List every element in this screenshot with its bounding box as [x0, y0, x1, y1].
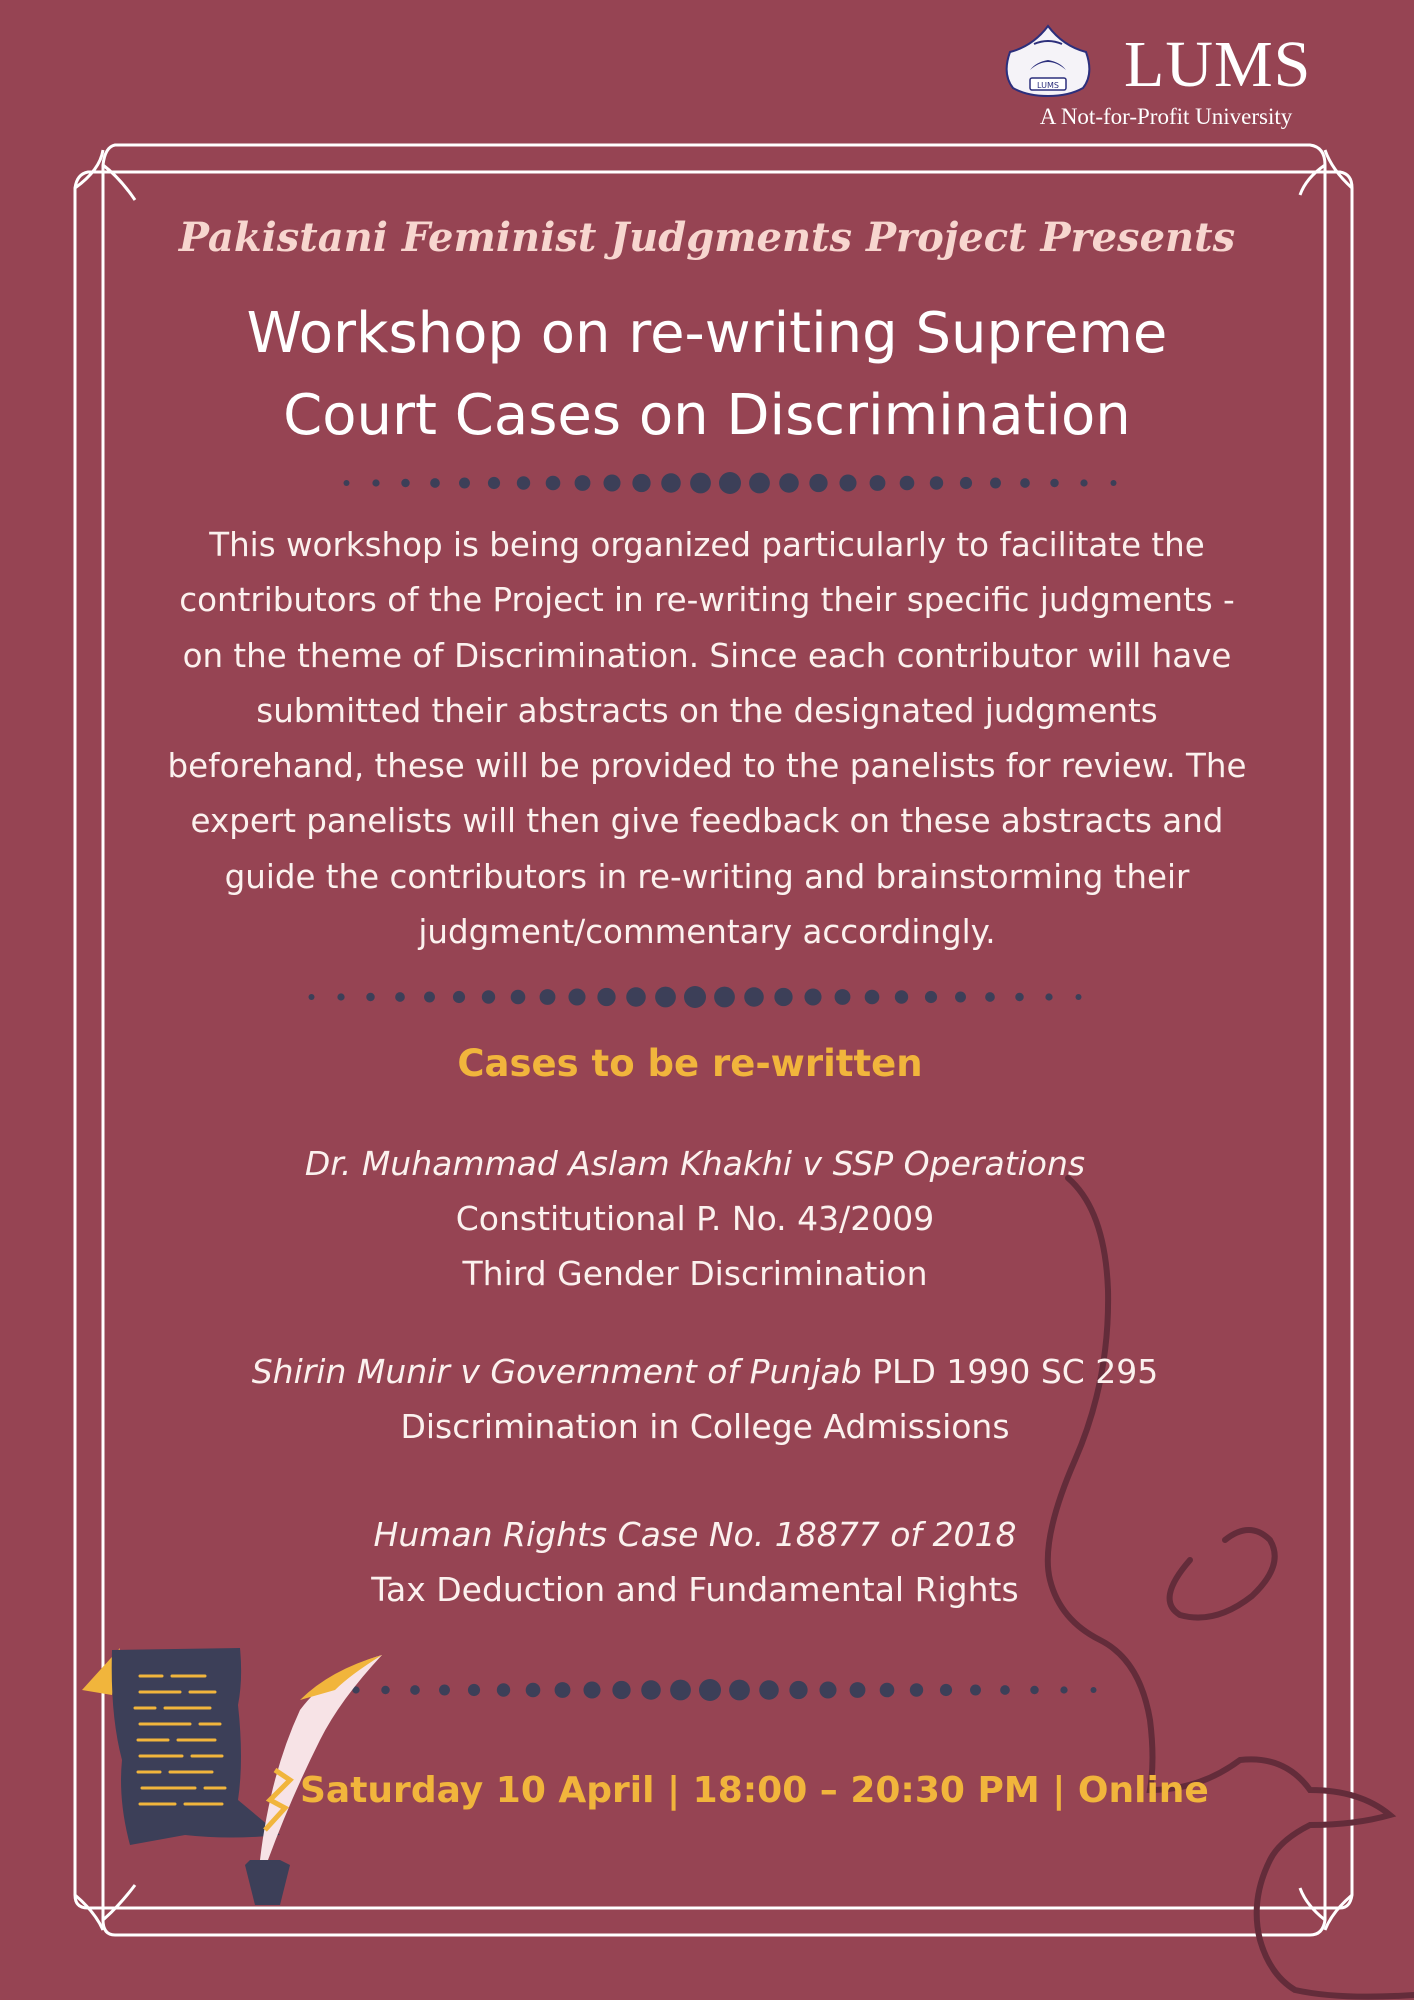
divider-dot: [670, 1680, 691, 1701]
divider-dot: [526, 1683, 541, 1698]
description-line: guide the contributors in re-writing and brainstorming their: [224, 857, 1190, 896]
divider-dot: [1060, 1686, 1067, 1693]
divider-dot: [925, 991, 937, 1003]
case-title: Shirin Munir v Government of Punjab: [251, 1352, 862, 1391]
divider-dot: [511, 990, 526, 1005]
divider-dot: [960, 477, 972, 489]
divider-dot: [1045, 993, 1052, 1000]
divider-dot: [729, 1680, 750, 1701]
dotted-divider: [344, 472, 1117, 494]
divider-dot: [568, 988, 585, 1005]
divider-dot: [344, 480, 350, 486]
divider-dot: [1076, 994, 1082, 1000]
divider-dot: [684, 986, 706, 1008]
divider-dot: [366, 993, 374, 1001]
dotted-divider: [309, 986, 1082, 1008]
divider-dot: [880, 1683, 895, 1698]
divider-dot: [309, 994, 315, 1000]
case-topic: Discrimination in College Admissions: [400, 1407, 1010, 1446]
divider-dot: [540, 989, 556, 1005]
case-item-2: [10, 1344, 1400, 1454]
divider-dot: [401, 479, 409, 487]
divider-dot: [690, 473, 711, 494]
divider-dot: [372, 479, 379, 486]
divider-dot: [930, 476, 943, 489]
workshop-description: [110, 518, 1304, 960]
divider-dot: [990, 478, 1001, 489]
description-line: contributors of the Project in re-writing their specific judgments -: [179, 581, 1235, 620]
dotted-divider: [324, 1679, 1097, 1701]
divider-dot: [583, 1681, 600, 1698]
case-topic: Tax Deduction and Fundamental Rights: [371, 1570, 1019, 1609]
divider-dot: [789, 1681, 807, 1699]
divider-dot: [779, 473, 799, 493]
divider-dot: [809, 474, 827, 492]
divider-dot: [497, 1683, 510, 1696]
divider-dot: [804, 988, 821, 1005]
divider-dot: [714, 987, 735, 1008]
divider-dot: [546, 476, 561, 491]
divider-dot: [850, 1682, 866, 1698]
divider-dot: [1020, 478, 1030, 488]
divider-dot: [1091, 1687, 1097, 1693]
case-title: Human Rights Case No. 18877 of 2018: [373, 1515, 1017, 1554]
divider-dot: [744, 987, 764, 1007]
description-line: on the theme of Discrimination. Since each contributor will have: [182, 636, 1232, 675]
shield-label: LUMS: [1037, 81, 1059, 90]
divider-dot: [661, 473, 681, 493]
workshop-title: [157, 293, 1257, 457]
case-citation: PLD 1990 SC 295: [872, 1352, 1159, 1391]
divider-dot: [453, 991, 465, 1003]
divider-dot: [603, 474, 620, 491]
divider-dot: [424, 992, 435, 1003]
divider-dot: [555, 1682, 571, 1698]
divider-dot: [699, 1679, 721, 1701]
divider-dot: [835, 989, 851, 1005]
divider-dot: [612, 1681, 630, 1699]
project-presents-line: Pakistani Feminist Judgments Project Presents: [178, 214, 1236, 261]
divider-dot: [865, 990, 880, 1005]
logo-tagline: A Not-for-Profit University: [1039, 104, 1293, 129]
divider-dot: [749, 473, 770, 494]
divider-dot: [1050, 479, 1058, 487]
divider-dot: [410, 1685, 420, 1695]
divider-dot: [774, 988, 792, 1006]
description-line: expert panelists will then give feedback on these abstracts and: [190, 802, 1224, 841]
divider-dot: [970, 1685, 981, 1696]
divider-dot: [482, 990, 495, 1003]
divider-dot: [940, 1684, 952, 1696]
divider-dot: [575, 475, 591, 491]
case-title: Dr. Muhammad Aslam Khakhi v SSP Operations: [304, 1144, 1086, 1183]
case-item-3: [0, 1507, 1390, 1617]
divider-dot: [955, 992, 966, 1003]
divider-dot: [597, 988, 615, 1006]
divider-dot: [870, 475, 886, 491]
divider-dot: [985, 992, 995, 1002]
divider-dot: [1080, 479, 1087, 486]
case-item-1: [0, 1136, 1390, 1301]
divider-dot: [517, 476, 530, 489]
divider-dot: [488, 477, 500, 489]
divider-dot: [759, 1680, 779, 1700]
divider-dot: [819, 1681, 836, 1698]
divider-dot: [632, 474, 650, 492]
divider-dot: [381, 1686, 389, 1694]
description-line: beforehand, these will be provided to the panelists for review. The: [167, 747, 1247, 786]
divider-dot: [430, 478, 440, 488]
divider-dot: [1000, 1685, 1010, 1695]
divider-dot: [1111, 480, 1117, 486]
divider-dot: [395, 992, 405, 1002]
cases-heading: Cases to be re-written: [457, 1042, 923, 1085]
divider-dot: [468, 1684, 480, 1696]
event-details: Saturday 10 April | 18:00 – 20:30 PM | Online: [300, 1770, 1209, 1811]
divider-dot: [439, 1685, 450, 1696]
title-line: Workshop on re-writing Supreme: [246, 301, 1168, 366]
divider-dot: [337, 993, 344, 1000]
divider-dot: [1030, 1686, 1038, 1694]
logo-name: LUMS: [1124, 28, 1312, 101]
divider-dot: [910, 1683, 923, 1696]
divider-dot: [839, 474, 856, 491]
divider-dot: [900, 476, 915, 491]
lums-logo: [1014, 24, 1314, 134]
case-topic: Third Gender Discrimination: [462, 1254, 928, 1293]
divider-dot: [895, 990, 908, 1003]
divider-dot: [641, 1680, 661, 1700]
divider-dot: [655, 987, 676, 1008]
divider-dot: [719, 472, 741, 494]
divider-dot: [1015, 993, 1023, 1001]
description-line: submitted their abstracts on the designated judgments: [256, 691, 1158, 730]
divider-dot: [459, 478, 470, 489]
divider-dot: [626, 987, 646, 1007]
description-line: This workshop is being organized particularly to facilitate the: [209, 526, 1205, 564]
title-line: Court Cases on Discrimination: [283, 383, 1131, 448]
case-citation: Constitutional P. No. 43/2009: [455, 1199, 935, 1238]
description-line: judgment/commentary accordingly.: [418, 913, 996, 952]
